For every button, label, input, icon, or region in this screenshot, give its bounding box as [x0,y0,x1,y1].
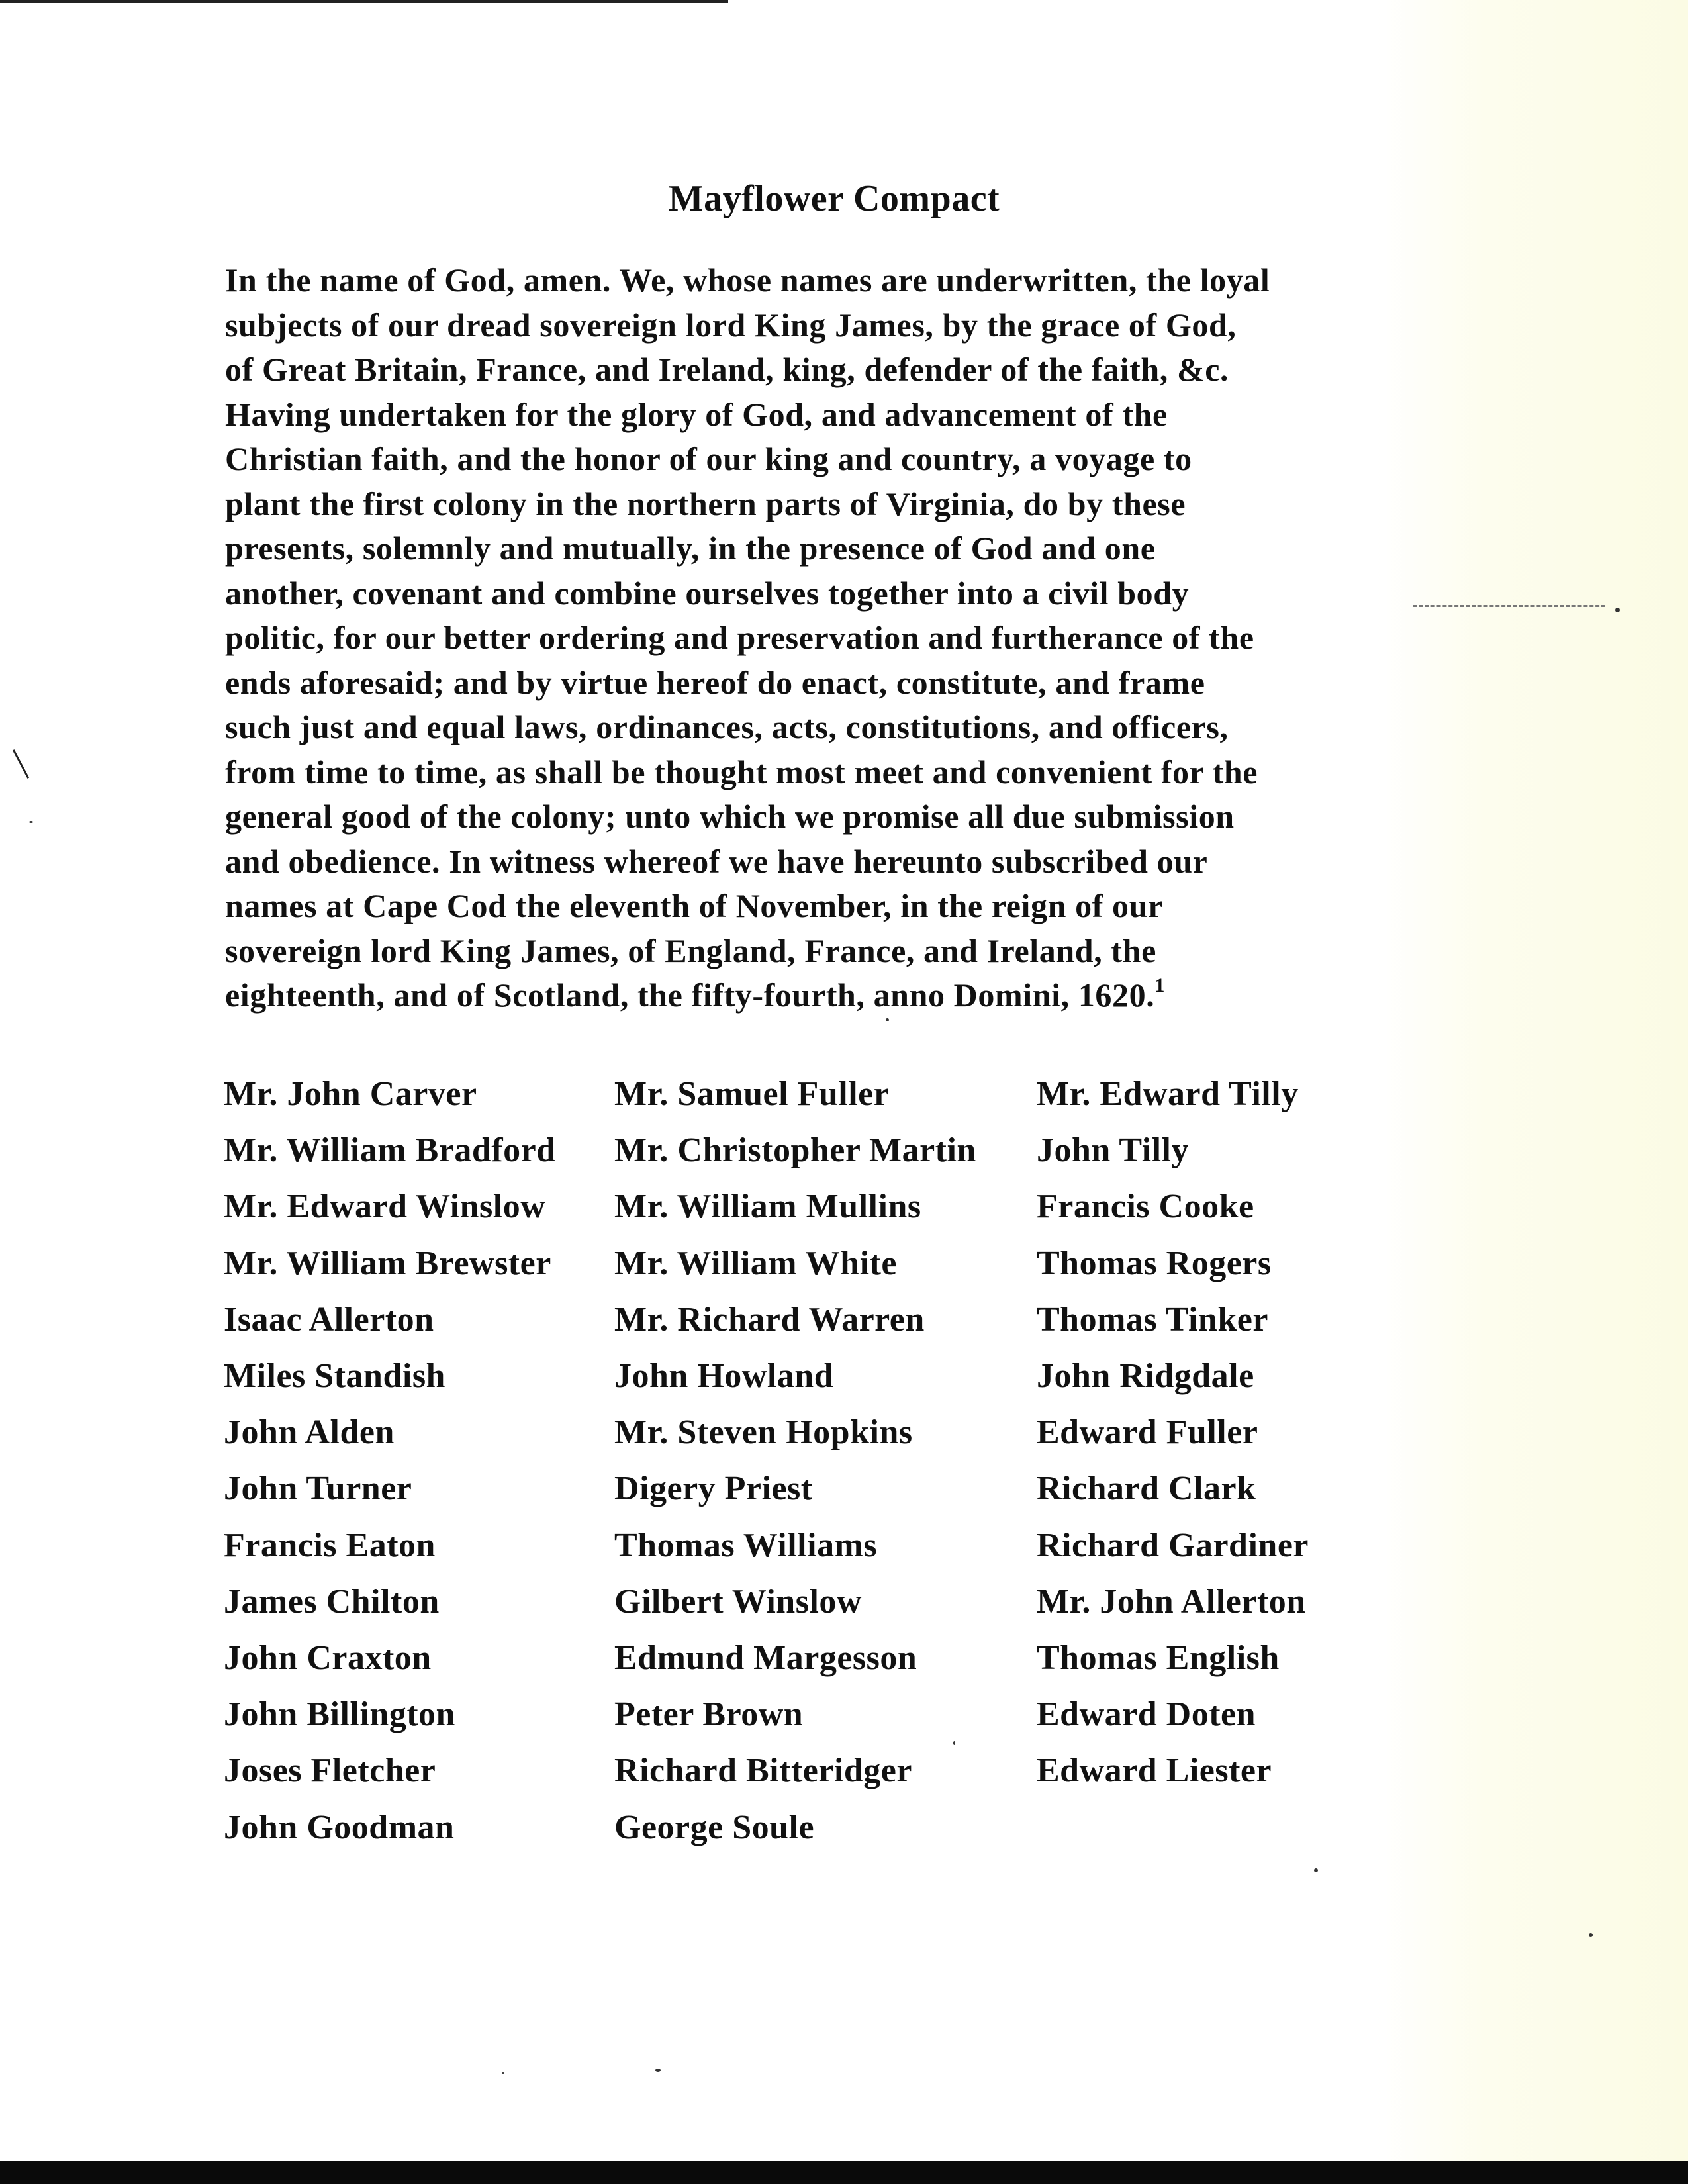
signer-name: Mr. Steven Hopkins [614,1413,913,1452]
compact-body-text [225,258,1456,1018]
signer-name: Francis Cooke [1037,1188,1254,1226]
body-line-final-text: eighteenth, and of Scotland, the fifty-fourth, anno Domini, 1620. [225,976,1155,1014]
signer-name: John Ridgdale [1037,1357,1254,1396]
body-line: ends aforesaid; and by virtue hereof do enact, constitute, and frame [225,663,1205,701]
signer-name: Mr. Christopher Martin [614,1131,976,1170]
bottom-scan-edge [0,2161,1688,2184]
signer-name: Richard Gardiner [1037,1526,1309,1564]
signer-name: Gilbert Winslow [614,1582,862,1621]
scan-artifact-speck [1615,608,1620,612]
signer-name: John Billington [224,1695,455,1734]
signer-name: Mr. William Bradford [224,1131,556,1170]
body-line: subjects of our dread sovereign lord King James, by the grace of God, [225,306,1237,344]
signer-name: John Craxton [224,1639,432,1678]
scan-artifact-speck [29,821,33,823]
signer-name: Mr. Samuel Fuller [614,1075,890,1113]
signer-name: Richard Bitteridger [614,1752,912,1790]
scan-artifact-speck [1314,1868,1318,1872]
body-line: sovereign lord King James, of England, France, and Ireland, the [225,931,1156,969]
body-line: plant the first colony in the northern parts of Virginia, do by these [225,485,1186,522]
signer-name: Mr. John Allerton [1037,1582,1306,1621]
signer-name: Francis Eaton [224,1526,436,1564]
scan-artifact-stroke [13,749,29,779]
signers-column-3 [1037,1066,1309,1799]
body-line: names at Cape Cod the eleventh of November, in the reign of our [225,887,1163,924]
document-title: Mayflower Compact [668,178,1000,219]
scan-artifact-speck [502,2072,504,2074]
signers-column-1 [224,1066,556,1856]
body-line: Having undertaken for the glory of God, and advancement of the [225,395,1168,433]
signers-column-2 [614,1066,976,1856]
signer-name: George Soule [614,1808,815,1846]
body-line: of Great Britain, France, and Ireland, king, defender of the faith, &c. [225,351,1229,388]
signer-name: Mr. William White [614,1244,897,1282]
signer-name: John Alden [224,1413,395,1452]
top-scan-edge [0,0,728,3]
signer-name: Mr. John Carver [224,1075,477,1113]
body-line: another, covenant and combine ourselves together into a civil body [225,574,1190,612]
signer-name: Edward Doten [1037,1695,1256,1734]
signer-name: Mr. Edward Tilly [1037,1075,1299,1113]
signer-name: Thomas Rogers [1037,1244,1272,1282]
body-line: Christian faith, and the honor of our king and country, a voyage to [225,440,1192,477]
signer-name: Isaac Allerton [224,1300,434,1339]
signer-name: Mr. Richard Warren [614,1300,925,1339]
signer-name: Edward Liester [1037,1752,1272,1790]
body-line: politic, for our better ordering and preservation and furtherance of the [225,619,1254,656]
signer-name: Miles Standish [224,1357,445,1396]
body-line-final [225,973,1456,1018]
signer-name: John Turner [224,1470,412,1508]
body-line: from time to time, as shall be thought most meet and convenient for the [225,753,1258,790]
signer-name: Edward Fuller [1037,1413,1258,1452]
signer-name: John Howland [614,1357,834,1396]
signer-name: Thomas English [1037,1639,1280,1678]
signer-name: Richard Clark [1037,1470,1256,1508]
signer-name: James Chilton [224,1582,440,1621]
signer-name: Edmund Margesson [614,1639,917,1678]
body-line: presents, solemnly and mutually, in the presence of God and one [225,530,1156,567]
signer-name: Mr. William Brewster [224,1244,551,1282]
signer-name: Thomas Williams [614,1526,878,1564]
signer-name: John Goodman [224,1808,455,1846]
scan-artifact-speck [655,2069,661,2072]
signer-name: Mr. Edward Winslow [224,1188,546,1226]
scan-artifact-speck [1589,1933,1593,1937]
signer-name: Digery Priest [614,1470,813,1508]
scan-artifact-dash [1413,605,1605,607]
body-line: and obedience. In witness whereof we have hereunto subscribed our [225,842,1208,880]
signer-name: Thomas Tinker [1037,1300,1268,1339]
signer-name: Mr. William Mullins [614,1188,921,1226]
signer-name: Peter Brown [614,1695,804,1734]
body-line: In the name of God, amen. We, whose names are underwritten, the loyal [225,261,1270,299]
signer-name: John Tilly [1037,1131,1189,1170]
body-line: general good of the colony; unto which we promise all due submission [225,798,1235,835]
body-line: such just and equal laws, ordinances, acts, constitutions, and officers, [225,708,1229,745]
scan-artifact-speck [953,1741,955,1745]
scan-artifact-speck [886,1018,889,1021]
footnote-marker: 1 [1154,974,1165,996]
signer-name: Joses Fletcher [224,1752,436,1790]
